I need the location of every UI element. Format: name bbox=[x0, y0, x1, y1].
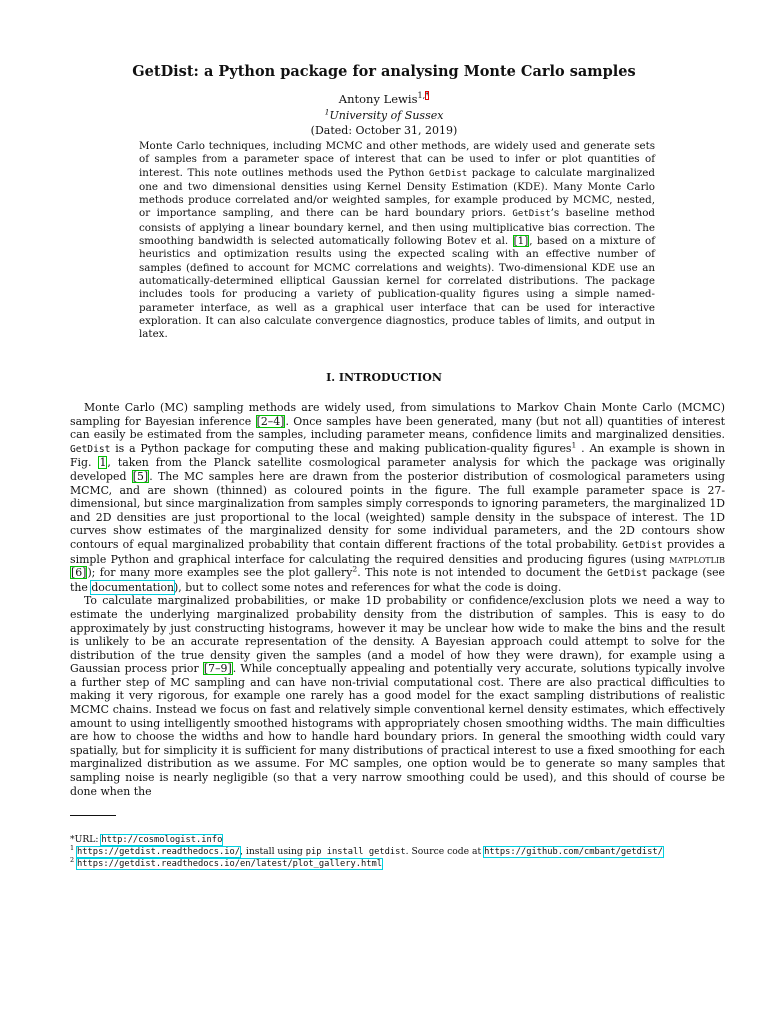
abstract-text: ’s baseline method consists of applying a linear boundary kernel, and then using multiplicative bias correction. The smoothing bandwidth is selected automatically following Botev et al. bbox=[139, 207, 655, 248]
text-run: Monte Carlo (MC) sampling methods are widely used, from simulations to Markov Chain Monte Carlo (MCMC) sampling for Bayesian inference bbox=[70, 401, 725, 428]
body-text bbox=[70, 401, 725, 798]
date-line: (Dated: October 31, 2019) bbox=[310, 124, 458, 137]
text-run: . While conceptually appealing and potentially very accurate, solutions typically involve a further step of MC sampling and can have non-trivial computational cost. There are also practical difficulties to making it very rigorous, for example one rarely has a good model for the exact sampling distributions of realistic MCMC chains. Instead we focus on fast and relatively simple conventional kernel density estimates, which effectively amount to using intelligently smoothed histograms with appropriately chosen smoothing widths. The main difficulties are how to choose the widths and how to handle hard boundary priors. In general the smoothing width could vary spatially, but for simplicity it is sufficient for many distributions of practical interest to use a fixed smoothing for each marginalized distribution as we assume. For MC samples, one option would be to generate so many samples that sampling noise is nearly negligible (so that a very narrow smoothing could be used), and this should of course be done when the bbox=[70, 662, 725, 798]
footnote-text: . Source code at bbox=[405, 846, 485, 857]
footnote-ref[interactable]: 2 bbox=[352, 564, 358, 574]
code-term: GetDist bbox=[607, 568, 648, 580]
footnote-number: 2 bbox=[70, 855, 75, 864]
text-run: . This note is not intended to document the bbox=[357, 566, 608, 580]
paper-title: GetDist: a Python package for analysing Monte Carlo samples bbox=[132, 63, 636, 80]
text-run: , taken from the Planck satellite cosmological parameter analysis for which the package was originally developed bbox=[70, 456, 726, 483]
footnote-label: *URL: bbox=[70, 834, 102, 845]
author-footnote-mark[interactable]: * bbox=[425, 91, 430, 101]
footnote-1 bbox=[70, 843, 663, 857]
abstract-code: GetDist bbox=[512, 209, 551, 220]
abstract-text: package to calculate marginalized one and two dimensional densities using Kernel Density Estimation (KDE). Many Monte Carlo methods produce correlated and/or weighted samples, for example produced by MCMC, nested, or importance sampling, and there can be hard boundary priors. bbox=[139, 166, 655, 220]
text-run: provides a simple Python and graphical interface for calculating the required densities and producing figures (using bbox=[70, 537, 725, 566]
text-run: . An example is shown in Fig. bbox=[70, 441, 726, 470]
footnote-url bbox=[70, 834, 222, 845]
text-run: is a Python package for computing these and making publication-quality figures bbox=[110, 441, 572, 455]
code-term: GetDist bbox=[622, 539, 663, 551]
text-run: package (see the bbox=[70, 566, 725, 594]
affiliation-sup: 1 bbox=[324, 107, 330, 117]
figure-link[interactable]: 1 bbox=[99, 456, 107, 470]
documentation-link[interactable]: documentation bbox=[91, 580, 175, 594]
small-caps-term: matplotlib bbox=[669, 552, 725, 566]
citation-link[interactable]: [2–4] bbox=[256, 414, 285, 428]
text-run: . Once samples have been generated, many (but not all) quantities of interest can easily be estimated from the samples, including parameter means, confidence limits and marginalized densities. bbox=[70, 414, 726, 442]
abstract-code: GetDist bbox=[429, 168, 468, 179]
abstract bbox=[139, 140, 655, 341]
gallery-link[interactable]: https://getdist.readthedocs.io/en/latest/plot_gallery.html bbox=[77, 859, 383, 869]
author-name: Antony Lewis bbox=[338, 92, 418, 106]
affiliation-name: University of Sussex bbox=[329, 109, 444, 122]
paragraph bbox=[70, 401, 725, 594]
author-affil-sup: 1, bbox=[417, 91, 426, 101]
footnote-2 bbox=[70, 855, 383, 869]
section-heading: I. INTRODUCTION bbox=[326, 371, 442, 384]
text-run: To calculate marginalized probabilities, or make 1D probability or confidence/exclusion plots we need a way to estimate the underlying marginalized probability density from the distribution of samples. This is easy to do approximately by just constructing histograms, however it may be unclear how wide to make the bins and the result is unlikely to be an accurate representation of the density. A Bayesian approach could attempt to solve for the distribution of the true density given the samples (and a model of how they were drawn), for example using a Gaussian process prior bbox=[70, 594, 725, 676]
affiliation bbox=[0, 109, 768, 122]
footnote-rule bbox=[70, 815, 116, 816]
footnote-number: 1 bbox=[70, 843, 75, 852]
citation-link[interactable]: [6] bbox=[71, 566, 87, 580]
docs-link[interactable]: https://getdist.readthedocs.io/ bbox=[77, 847, 241, 857]
abstract-text: Monte Carlo techniques, including MCMC and other methods, are widely used and generate sets of samples from a parameter space of interest that can be used to infer or plot quantities of interest. This note outlines methods used the Python bbox=[139, 140, 655, 179]
footnote-text: , install using bbox=[240, 846, 306, 857]
github-link[interactable]: https://github.com/cmbant/getdist/ bbox=[484, 847, 663, 857]
text-run: . The MC samples here are drawn from the posterior distribution of cosmological parameters using MCMC, and are shown (thinned) as coloured points in the figure. The full example parameter space is 27-dimensional, but since marginalization from samples simply corresponds to ignoring parameters, the marginalized 1D and 2D densities are just proportional to the local (weighted) sample density in the subspace of interest. The 1D curves show estimates of the marginalized density for some individual parameters, and the 2D contours show contours of equal marginalized probability that contain different fractions of the total probability. bbox=[70, 469, 725, 551]
citation-link[interactable]: [7–9] bbox=[203, 662, 232, 676]
citation-link[interactable]: [5] bbox=[132, 469, 149, 483]
footnote-ref[interactable]: 1 bbox=[571, 440, 577, 450]
paragraph bbox=[70, 594, 725, 798]
abstract-text: , based on a mixture of heuristics and optimization results using the expected scaling with an effective number of samples (defined to account for MCMC correlations and weights). Two-dimensional KDE use an automatically-determined elliptical Gaussian kernel for correlated distributions. The package includes tools for producing a variety of publication-quality figures using a simple named-parameter interface, as well as a graphical user interface that can be used for interactive exploration. It can also calculate convergence diagnostics, produce tables of limits, and output in latex. bbox=[139, 235, 656, 341]
install-command: pip install getdist bbox=[305, 847, 406, 857]
code-term: GetDist bbox=[70, 443, 111, 455]
author-line bbox=[0, 92, 768, 106]
homepage-link[interactable]: http://cosmologist.info bbox=[101, 835, 223, 845]
text-run: ), but to collect some notes and references for what the code is doing. bbox=[174, 580, 562, 594]
text-run: ); for many more examples see the plot gallery bbox=[87, 566, 353, 580]
citation-link[interactable]: [1] bbox=[513, 235, 529, 248]
